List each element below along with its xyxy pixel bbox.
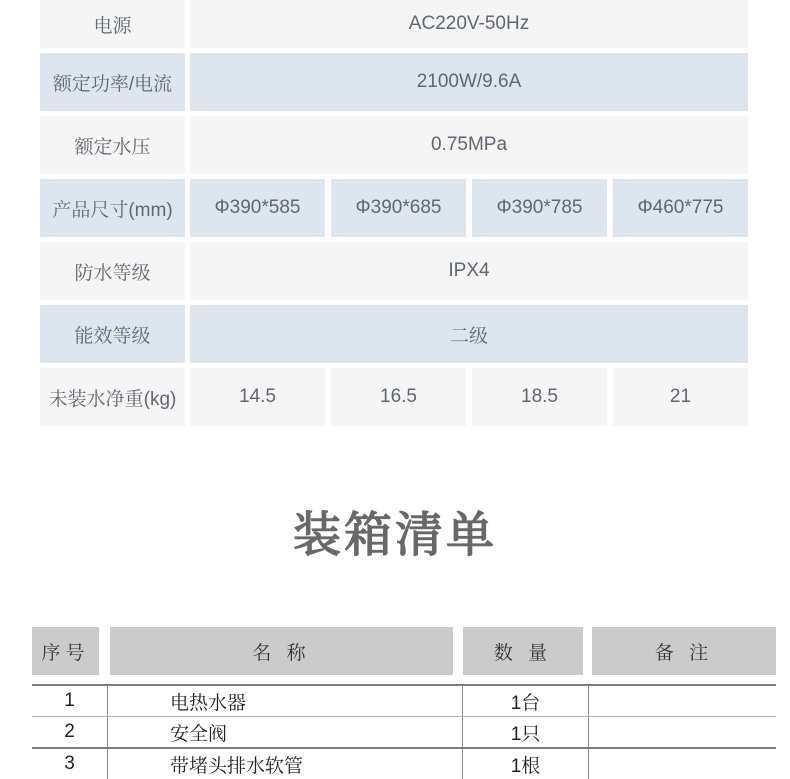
spec-value: Φ390*785: [472, 179, 607, 237]
spec-row-efficiency: [40, 305, 748, 363]
cell-note: [589, 717, 776, 747]
spec-row-waterproof: [40, 242, 748, 300]
spec-value: AC220V-50Hz: [190, 0, 748, 48]
spec-label: 产品尺寸(mm): [40, 179, 185, 237]
cell-name: 带堵头排水软管: [108, 749, 463, 779]
column-header-note: 备 注: [592, 627, 776, 675]
column-header-no: 序号: [32, 627, 99, 675]
spec-value: Φ390*685: [331, 179, 466, 237]
cell-note: [589, 686, 776, 716]
spec-label: 未装水净重(kg): [40, 368, 185, 426]
cell-name: 电热水器: [108, 686, 463, 716]
spec-label: 防水等级: [40, 242, 185, 300]
spec-value: 二级: [190, 305, 748, 363]
page-title: 装箱清单: [292, 509, 497, 562]
spec-row-water-pressure: [40, 116, 748, 174]
cell-no: 1: [32, 686, 108, 716]
cell-qty: 1根: [463, 749, 589, 779]
spec-value: 0.75MPa: [190, 116, 748, 174]
spec-value: 2100W/9.6A: [190, 53, 748, 111]
packing-body: [32, 684, 776, 779]
cell-note: [589, 749, 776, 779]
spec-row-rated-power: [40, 53, 748, 111]
table-row: [32, 717, 776, 749]
cell-no: 3: [32, 749, 108, 779]
spec-label: 额定水压: [40, 116, 185, 174]
spec-value: 14.5: [190, 368, 325, 426]
table-row: [32, 749, 776, 779]
column-header-qty: 数 量: [463, 627, 583, 675]
spec-row-power: [40, 0, 748, 48]
spec-label: 额定功率/电流: [40, 53, 185, 111]
column-header-name: 名 称: [110, 627, 453, 675]
cell-qty: 1只: [463, 717, 589, 747]
spec-label: 能效等级: [40, 305, 185, 363]
packing-list-table: [32, 627, 776, 779]
spec-row-dimensions: [40, 179, 748, 237]
table-row: [32, 686, 776, 717]
spec-value: 21: [613, 368, 748, 426]
cell-qty: 1台: [463, 686, 589, 716]
spec-value: Φ390*585: [190, 179, 325, 237]
spec-label: 电源: [40, 0, 185, 48]
spec-value: 18.5: [472, 368, 607, 426]
spec-value: IPX4: [190, 242, 748, 300]
cell-no: 2: [32, 717, 108, 747]
cell-name: 安全阀: [108, 717, 463, 747]
spec-value: Φ460*775: [613, 179, 748, 237]
packing-header-row: [32, 627, 776, 675]
spec-table: [40, 0, 748, 426]
spec-row-net-weight: [40, 368, 748, 426]
spec-value: 16.5: [331, 368, 466, 426]
